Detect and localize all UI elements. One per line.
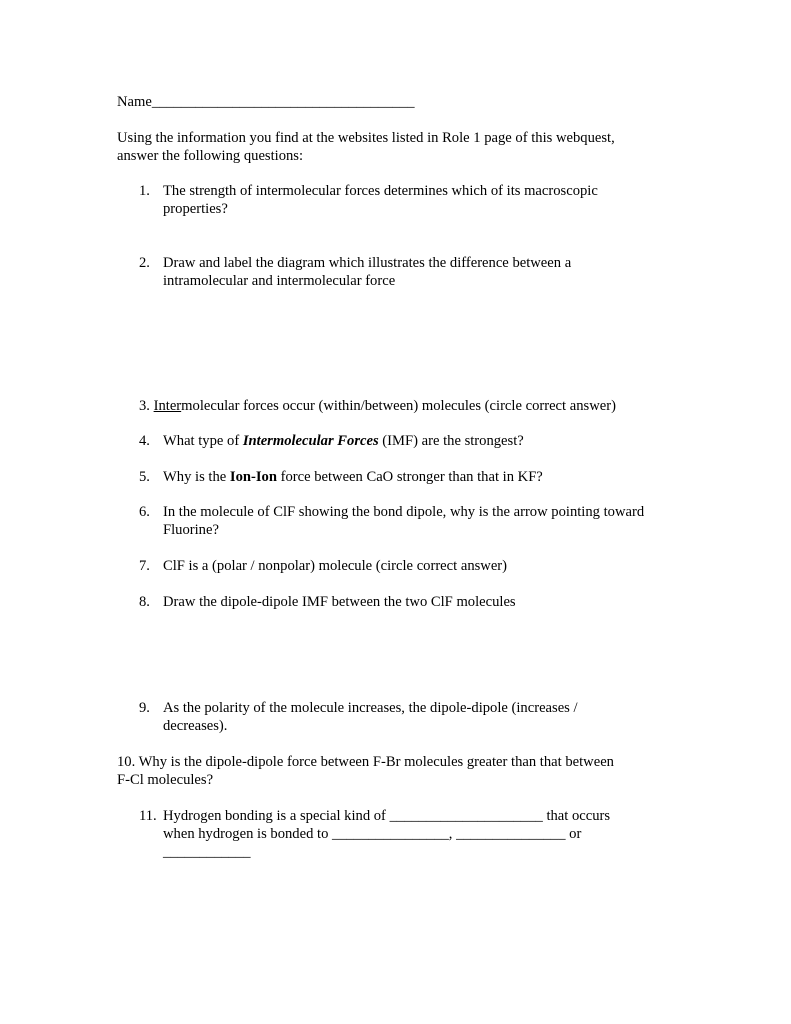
intro-line-1: Using the information you find at the websites listed in Role 1 page of this webquest, [117, 130, 615, 146]
intro-line-2: answer the following questions: [117, 148, 304, 164]
question-text-line-1: The strength of intermolecular forces determines which of its macroscopic [163, 183, 598, 199]
question-number: 9. [139, 700, 150, 716]
text-pre: What type of [163, 433, 243, 449]
question-text [163, 468, 543, 486]
question-text-line-1: Draw and label the diagram which illustrates the difference between a [163, 255, 572, 271]
bold-term: Ion-Ion [229, 469, 277, 485]
emphasis-term: Intermolecular Forces [242, 433, 379, 449]
question-text: molecular forces occur (within/between) molecules (circle correct answer) [181, 398, 616, 414]
question-number: 7. [139, 558, 150, 574]
question-text-line-2: decreases). [163, 718, 228, 734]
question-number: 8. [139, 594, 150, 610]
text-post: force between CaO stronger than that in KF? [276, 469, 543, 485]
question-text-line-2: F-Cl molecules? [117, 772, 214, 788]
question-text-line-1: In the molecule of ClF showing the bond dipole, why is the arrow pointing toward [163, 504, 645, 520]
text-post: (IMF) are the strongest? [378, 433, 524, 449]
question-text-line-2: when hydrogen is bonded to ________________, _______________ or [163, 826, 582, 842]
question-text: Draw the dipole-dipole IMF between the two ClF molecules [163, 594, 516, 610]
question-number: 3. [139, 398, 150, 414]
question-text-line-2: intramolecular and intermolecular force [163, 273, 396, 289]
question-number: 6. [139, 504, 150, 520]
question-text-line-1: Hydrogen bonding is a special kind of _____________________ that occurs [163, 808, 611, 824]
name-line: Name____________________________________ [117, 94, 415, 110]
question-text-line-3: ____________ [163, 844, 251, 860]
question-text-line-1: 10. Why is the dipole-dipole force between F-Br molecules greater than that between [117, 754, 614, 770]
question-number: 2. [139, 255, 150, 271]
question-text-line-2: properties? [163, 201, 228, 217]
underlined-prefix: Inter [153, 398, 182, 414]
question-text [163, 432, 524, 450]
question-number: 1. [139, 183, 150, 199]
question-number: 11. [139, 808, 157, 824]
question-text-line-1: As the polarity of the molecule increases, the dipole-dipole (increases / [163, 700, 578, 716]
question-number: 5. [139, 469, 150, 485]
question-text: ClF is a (polar / nonpolar) molecule (circle correct answer) [163, 558, 508, 574]
question-3 [139, 397, 616, 415]
text-pre: Why is the [163, 469, 230, 485]
question-number: 4. [139, 433, 150, 449]
question-text-line-2: Fluorine? [163, 522, 219, 538]
